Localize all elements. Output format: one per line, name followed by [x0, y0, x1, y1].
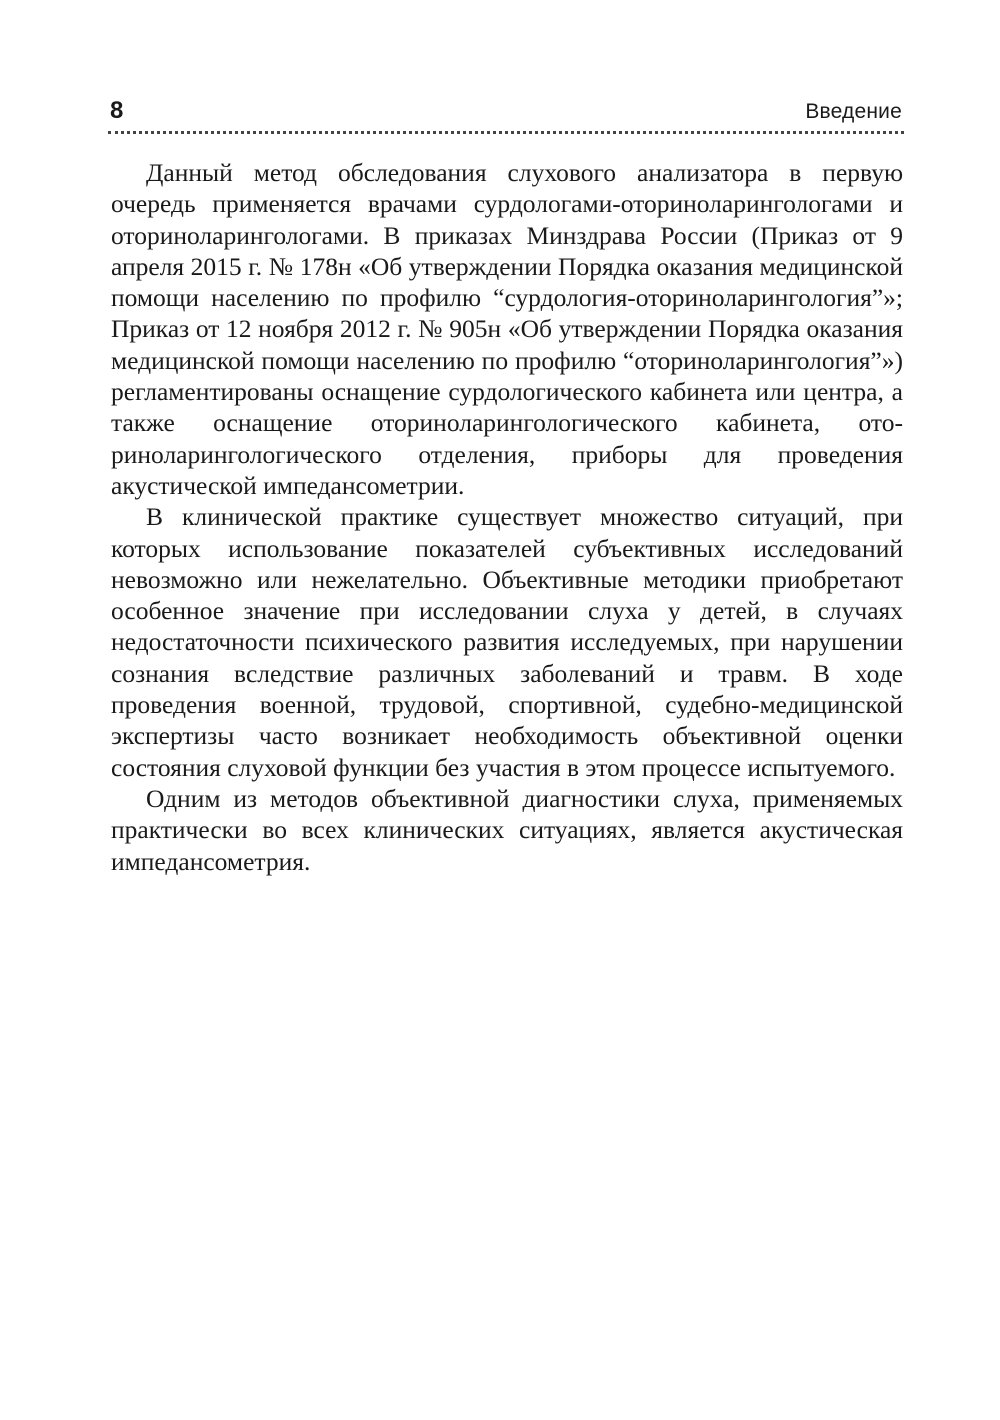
running-title: Введение	[805, 100, 902, 123]
header-divider	[108, 131, 904, 134]
paragraph: В клинической практике существует множество ситуаций, при которых использование показателей субъективных исследований невозможно или нежелательно. Объективные методики приобретают особенное значение при исследовании слуха у детей, в случаях недостаточности психического развития исследуемых, при нарушении сознания вследствие различных заболеваний и травм. В ходе проведения военной, трудовой, спортивной, судебно-медицинской экспертизы часто возникает необходимость объективной оценки состояния слуховой функции без участия в этом процессе испытуемого.	[111, 502, 903, 782]
body-text	[111, 157, 903, 877]
paragraph: Одним из методов объективной диагностики слуха, применяемых практически во всех клинических ситуациях, является акустическая импедансометрия.	[111, 783, 903, 876]
paragraph: Данный метод обследования слухового анализатора в первую очередь применяется врачами сурдологами-оториноларингологами и оториноларингологами. В приказах Минздрава России (Приказ от 9 апреля 2015 г. № 178н «Об утверждении Порядка оказания медицинской помощи населению по профилю “сурдология-оториноларингология”»; Приказ от 12 ноября 2012 г. № 905н «Об утверждении Порядка оказания медицинской помощи населению по профилю “оториноларингология”») регламентированы оснащение сурдологического кабинета или центра, а также оснащение оториноларингологического кабинета, оториноларингологического отделения, приборы для проведения акустической импедансометрии.	[111, 158, 903, 500]
page-header	[108, 96, 904, 136]
page-number: 8	[110, 97, 124, 124]
